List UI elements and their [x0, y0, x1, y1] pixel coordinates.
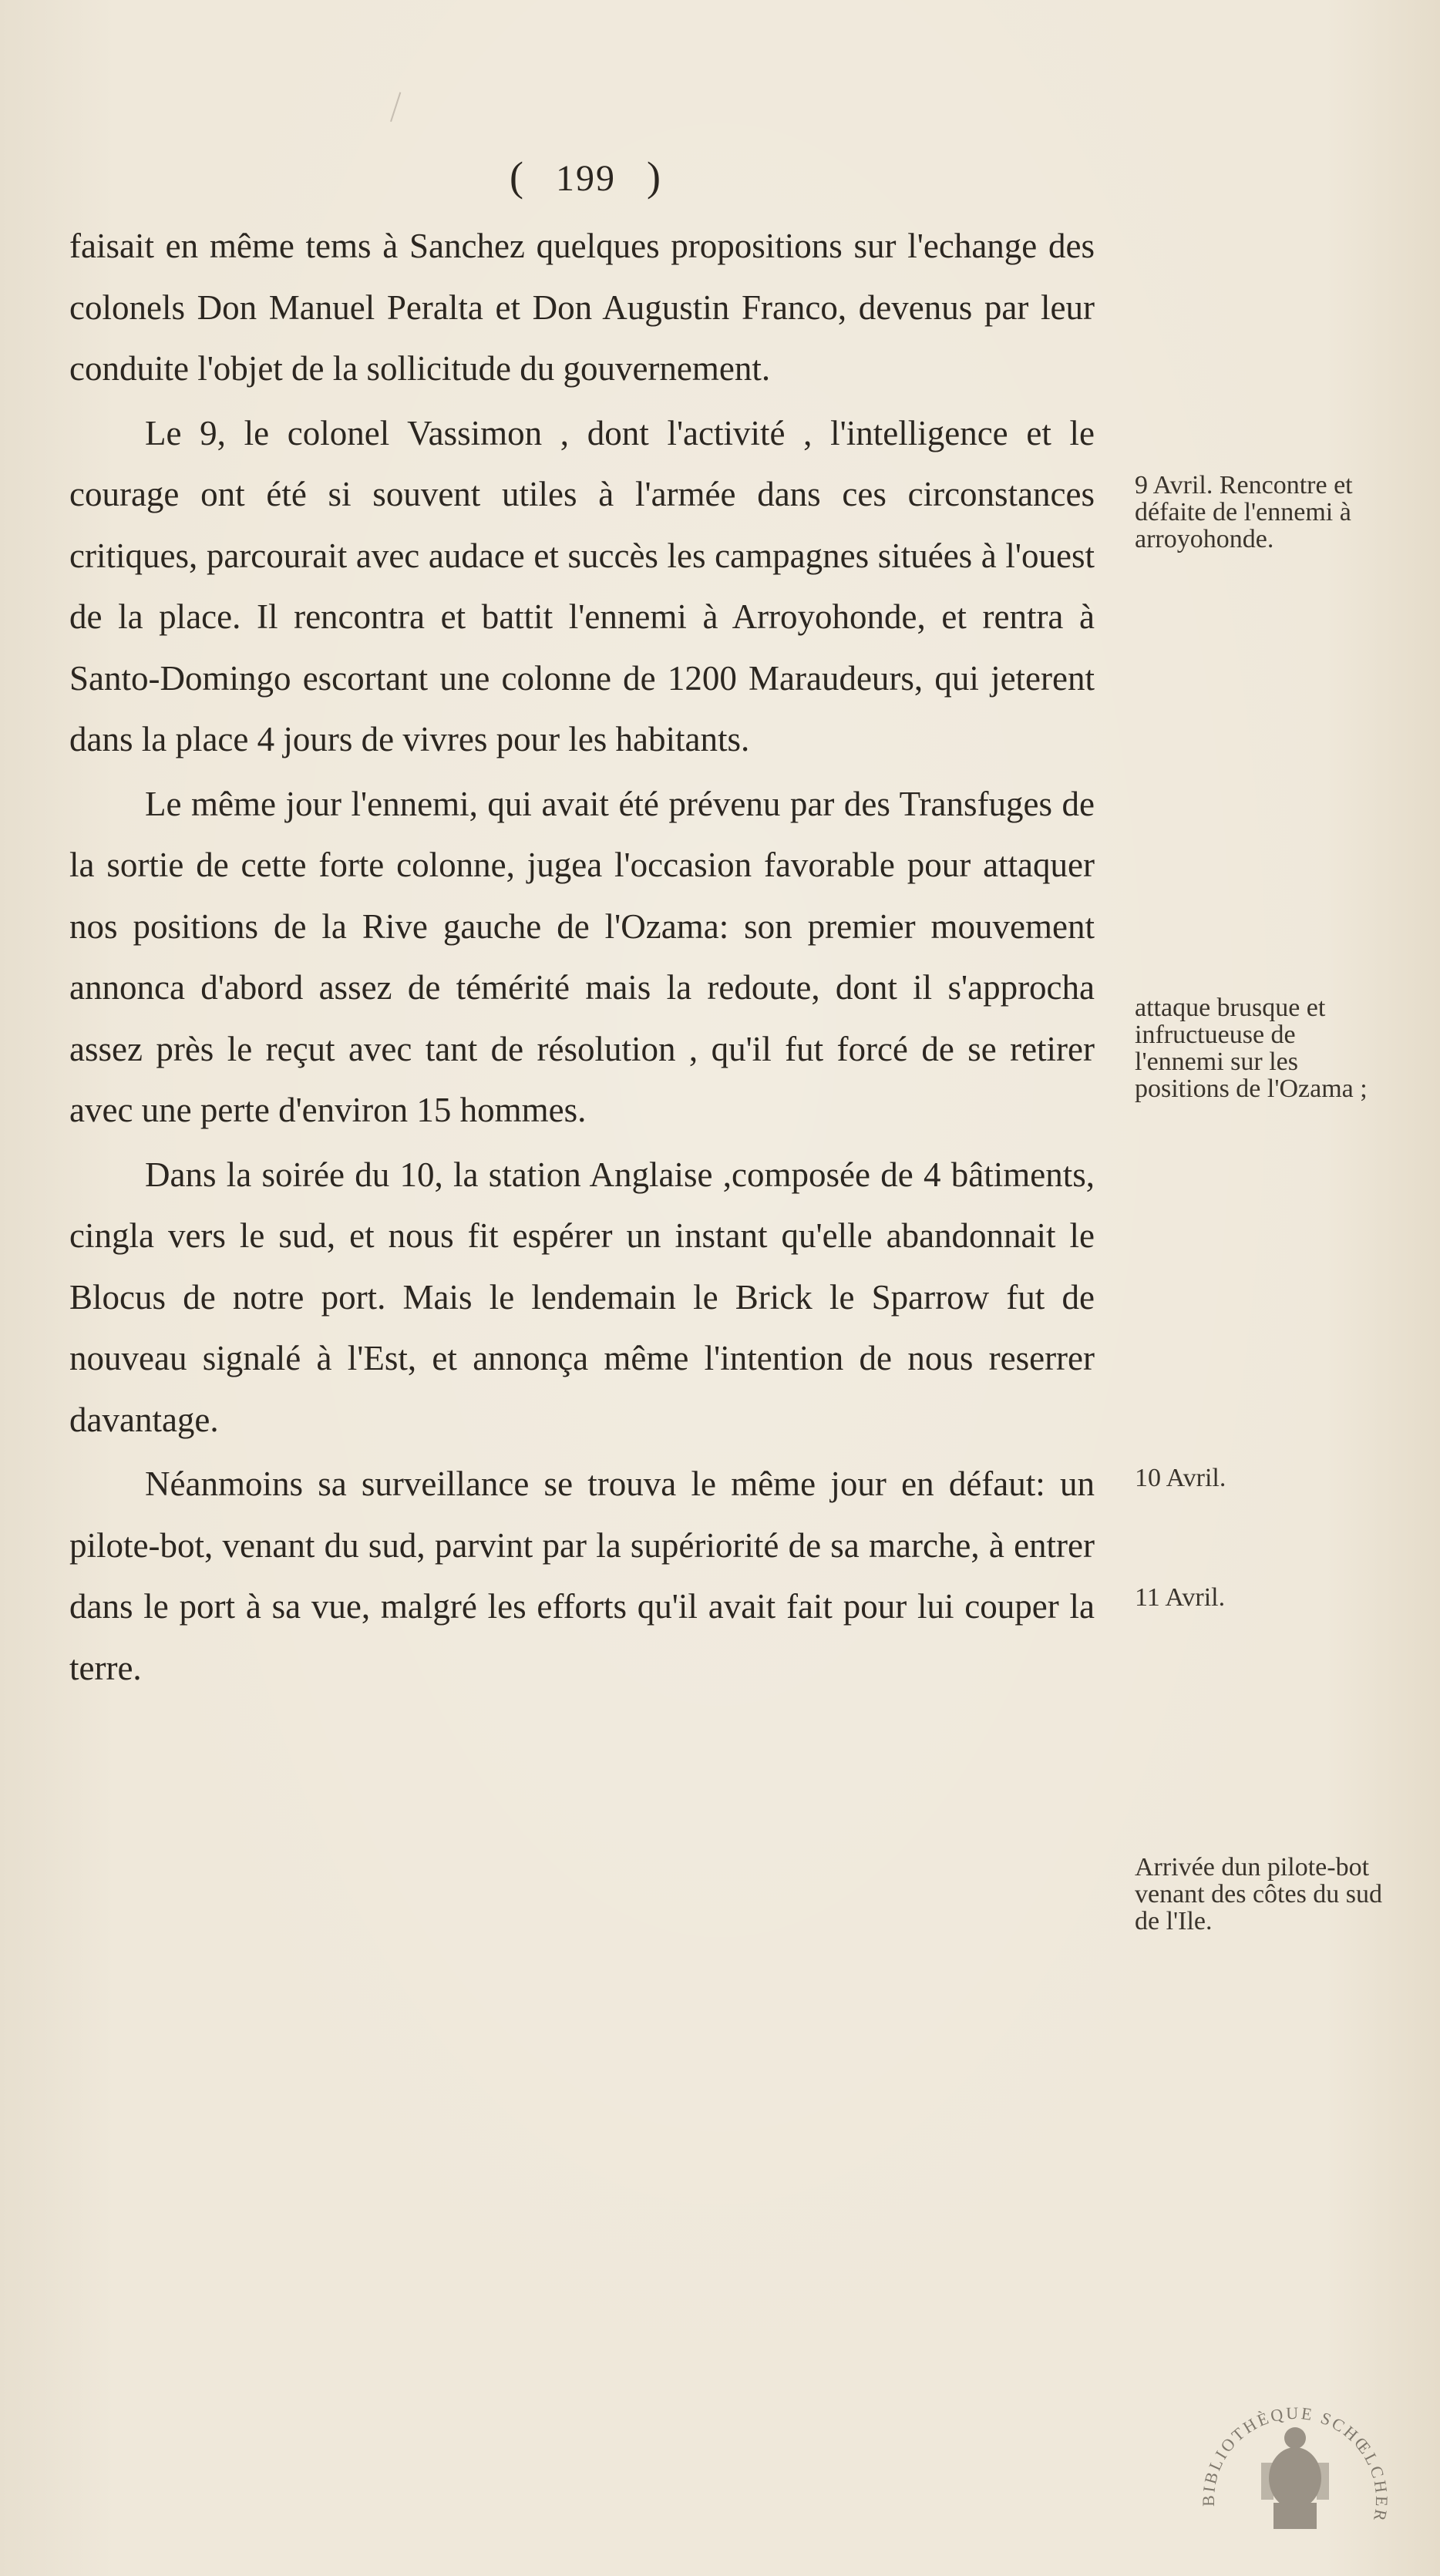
library-stamp-icon	[1187, 2370, 1403, 2547]
paragraph-4: Dans la soirée du 10, la station Anglaise ,composée de 4 bâtiments, cingla vers le sud, et nous fit espérer un instant qu'elle abandonnait le Blocus de notre port. Mais le lendemain le Brick le Sparrow fut de nouveau signalé à l'Est, et annonça même l'intention de nous reserrer davantage.	[69, 1155, 1095, 1439]
margin-note-10-avril: 10 Avril.	[1135, 1464, 1226, 1492]
stamp-text: BIBLIOTHÈQUE SCHŒLCHER	[1198, 2403, 1392, 2525]
paragraph-5: Néanmoins sa surveillance se trouva le même jour en défaut: un pilote-bot, venant du sud, parvint par la supériorité de sa marche, à entrer dans le port à sa vue, malgré les efforts qu'il avait fait pour lui couper la terre.	[69, 1465, 1095, 1687]
margin-note-attaque: attaque brusque et infructueuse de l'ennemi sur les positions de l'Ozama ;	[1135, 994, 1368, 1103]
paragraph-3: Le même jour l'ennemi, qui avait été prévenu par des Transfuges de la sortie de cette forte colonne, jugea l'occasion favorable pour attaquer nos positions de la Rive gauche de l'Ozama: son premier mouvement annonca d'abord assez de témérité mais la redoute, dont il s'approcha assez près le reçut avec tant de résolution , qu'il fut forcé de se retirer avec une perte d'environ 15 hommes.	[69, 784, 1095, 1129]
margin-note-arrivee: Arrivée dun pilote-bot venant des côtes du sud de l'Ile.	[1135, 1853, 1383, 1935]
main-text	[69, 216, 1095, 1699]
paragraph-2: Le 9, le colonel Vassimon , dont l'activité , l'intelligence et le courage ont été si souvent utiles à l'armée dans ces circonstances critiques, parcourait avec audace et succès les campagnes situées à l'ouest de la place. Il rencontra et battit l'ennemi à Arroyohonde, et rentra à Santo-Domingo escortant une colonne de 1200 Maraudeurs, qui jeterent dans la place 4 jours de vivres pour les habitants.	[69, 413, 1095, 758]
header-open-paren: (	[510, 153, 525, 200]
paragraph-1: faisait en même tems à Sanchez quelques propositions sur l'echange des colonels Don Manuel Peralta et Don Augustin Franco, devenus par leur conduite l'objet de la sollicitude du gouvernement.	[69, 227, 1095, 388]
page-number-header	[463, 153, 709, 200]
page-number: 199	[556, 158, 616, 199]
header-close-paren: )	[647, 153, 662, 200]
margin-note-9-avril: 9 Avril. Rencontre et défaite de l'ennemi à arroyohonde.	[1135, 471, 1353, 553]
pencil-mark	[390, 92, 407, 123]
margin-note-11-avril: 11 Avril.	[1135, 1583, 1226, 1612]
